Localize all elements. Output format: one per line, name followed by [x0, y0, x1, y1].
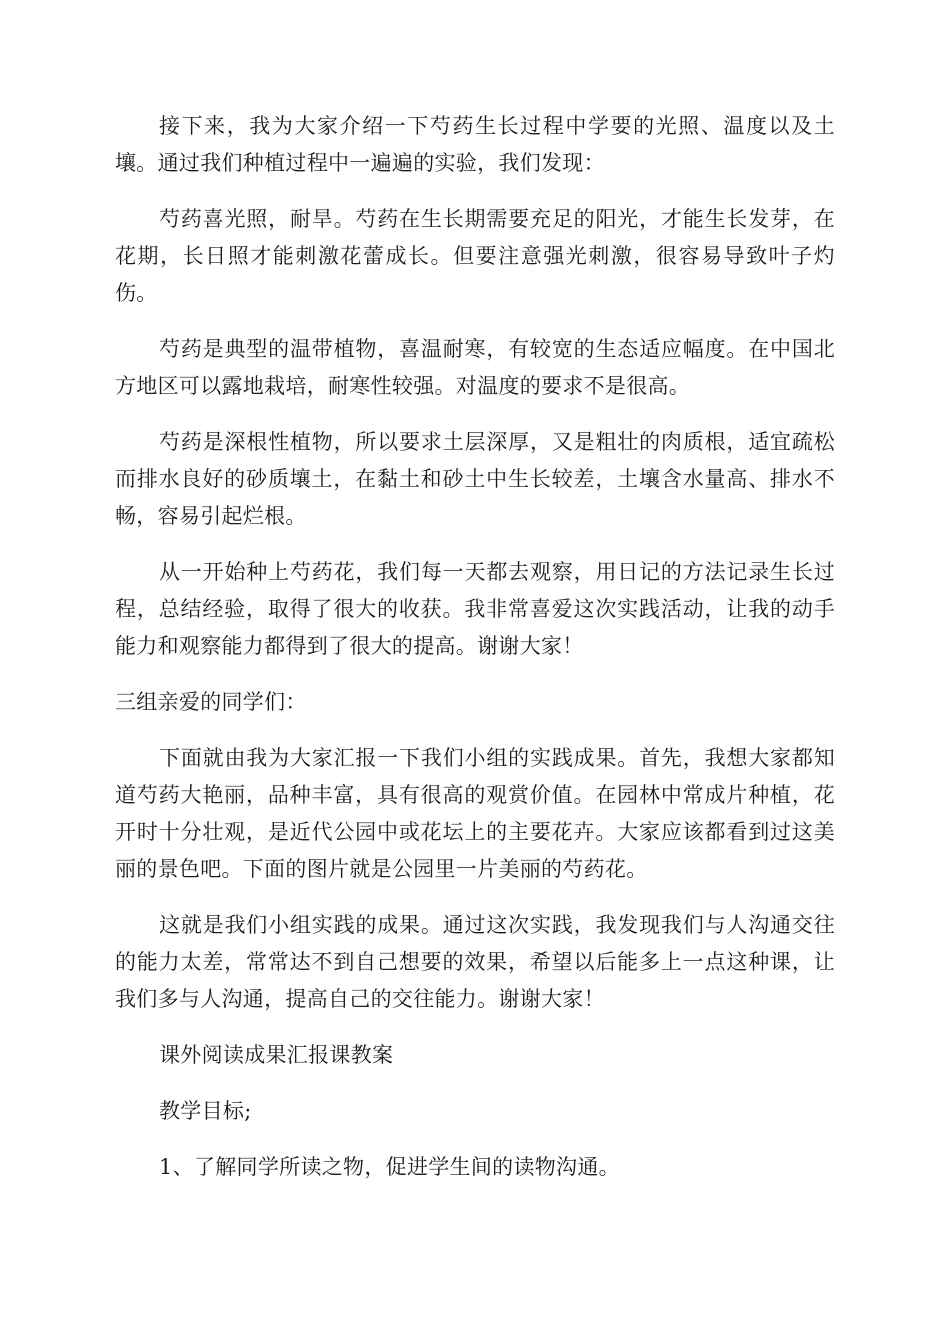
paragraph-group-results: 这就是我们小组实践的成果。通过这次实践，我发现我们与人沟通交往的能力太差，常常达不到自己想要的效果，希望以后能多上一点这种课，让我们多与人沟通，提高自己的交往能力。谢谢大家！: [115, 913, 835, 1011]
paragraph-group-report: 下面就由我为大家汇报一下我们小组的实践成果。首先，我想大家都知道芍药大艳丽，品种丰富，具有很高的观赏价值。在园林中常成片种植，花开时十分壮观，是近代公园中或花坛上的主要花卉。大家应该都看到过这美丽的景色吧。下面的图片就是公园里一片美丽的芍药花。: [115, 746, 835, 881]
paragraph-greeting: 三组亲爱的同学们：: [115, 690, 307, 714]
paragraph-teaching-goals: 教学目标;: [159, 1099, 252, 1123]
paragraph-light: 芍药喜光照，耐旱。芍药在生长期需要充足的阳光，才能生长发芽，在花期，长日照才能刺激花蕾成长。但要注意强光刺激，很容易导致叶子灼伤。: [115, 207, 835, 305]
document-page: [115, 108, 835, 1205]
paragraph-goal-1: 1、了解同学所读之物，促进学生间的读物沟通。: [159, 1155, 620, 1179]
paragraph-soil: 芍药是深根性植物，所以要求土层深厚，又是粗壮的肉质根，适宜疏松而排水良好的砂质壤土，在黏土和砂土中生长较差，土壤含水量高、排水不畅，容易引起烂根。: [115, 430, 835, 528]
paragraph-intro-light-temp-soil: 接下来，我为大家介绍一下芍药生长过程中学要的光照、温度以及土壤。通过我们种植过程中一遍遍的实验，我们发现：: [115, 114, 835, 175]
paragraph-lesson-title: 课外阅读成果汇报课教案: [159, 1043, 394, 1067]
paragraph-temperature: 芍药是典型的温带植物，喜温耐寒，有较宽的生态适应幅度。在中国北方地区可以露地栽培，耐寒性较强。对温度的要求不是很高。: [115, 337, 835, 398]
paragraph-conclusion: 从一开始种上芍药花，我们每一天都去观察，用日记的方法记录生长过程，总结经验，取得了很大的收获。我非常喜爱这次实践活动，让我的动手能力和观察能力都得到了很大的提高。谢谢大家！: [115, 560, 835, 658]
